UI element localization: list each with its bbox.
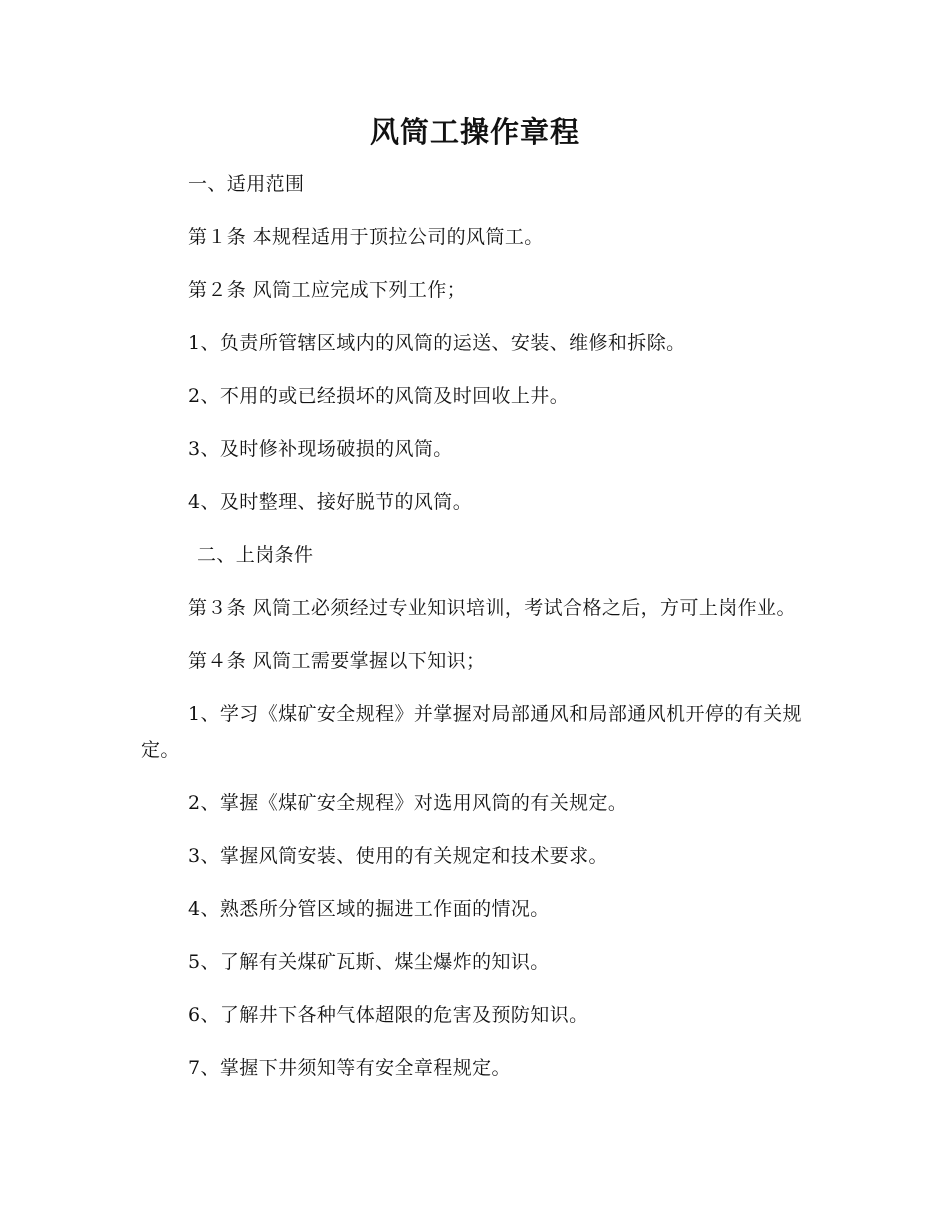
article-4: 第４条 风筒工需要掌握以下知识；	[188, 650, 486, 672]
knowledge-item-2: 2、掌握《煤矿安全规程》对选用风筒的有关规定。	[188, 792, 628, 814]
document-title: 风筒工操作章程	[369, 115, 580, 149]
knowledge-item-4: 4、熟悉所分管区域的掘进工作面的情况。	[188, 898, 550, 920]
duty-item-4: 4、及时整理、接好脱节的风筒。	[188, 491, 473, 513]
knowledge-item-3: 3、掌握风筒安装、使用的有关规定和技术要求。	[188, 845, 608, 867]
knowledge-item-1: 1、学习《煤矿安全规程》并掌握对局部通风和局部通风机开停的有关规定。	[141, 703, 802, 761]
article-1: 第１条 本规程适用于顶拉公司的风筒工。	[188, 226, 544, 248]
duty-item-1: 1、负责所管辖区域内的风筒的运送、安装、维修和拆除。	[188, 332, 686, 354]
section-heading-qualification: 二、上岗条件	[197, 544, 314, 566]
knowledge-item-6: 6、了解井下各种气体超限的危害及预防知识。	[188, 1004, 589, 1026]
knowledge-item-5: 5、了解有关煤矿瓦斯、煤尘爆炸的知识。	[188, 951, 550, 973]
article-3: 第３条 风筒工必须经过专业知识培训，考试合格之后，方可上岗作业。	[188, 597, 796, 619]
duty-item-3: 3、及时修补现场破损的风筒。	[188, 438, 453, 460]
document-body	[141, 166, 811, 1086]
knowledge-item-7: 7、掌握下井须知等有安全章程规定。	[188, 1057, 511, 1079]
section-heading-scope: 一、适用范围	[188, 173, 305, 195]
article-2: 第２条 风筒工应完成下列工作；	[188, 279, 467, 301]
duty-item-2: 2、不用的或已经损坏的风筒及时回收上井。	[188, 385, 570, 407]
